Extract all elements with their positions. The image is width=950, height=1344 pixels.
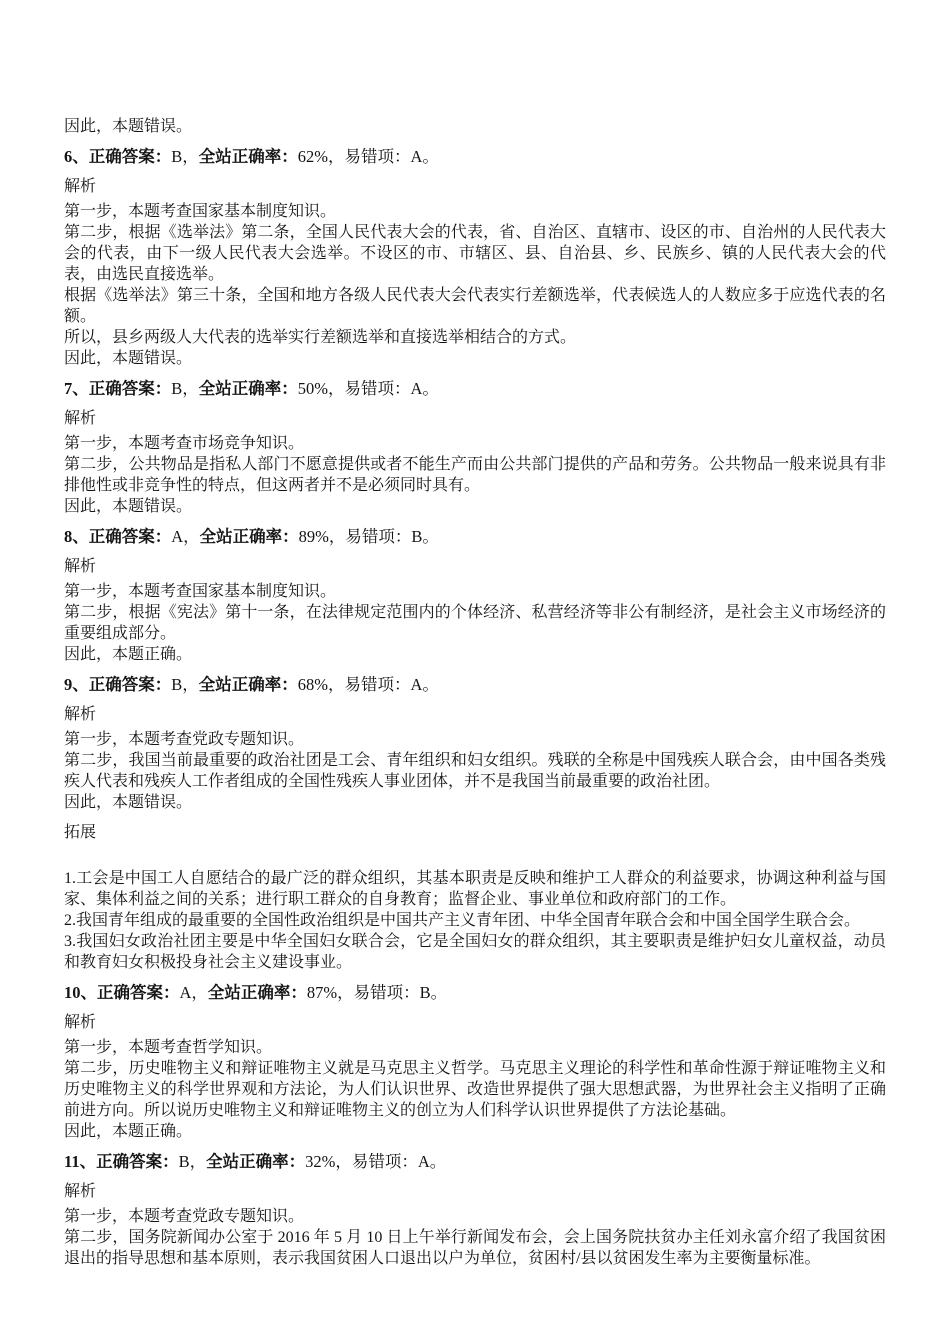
analysis-paragraph: 因此，本题错误。 xyxy=(64,350,193,367)
analysis-paragraph: 第一步，本题考查哲学知识。 xyxy=(64,1039,273,1056)
answer-heading-value: 32%，易错项：A。 xyxy=(305,1152,447,1171)
extension-paragraph: 2.我国青年组成的最重要的全国性政治组织是中国共产主义青年团、中华全国青年联合会和中国全国学生联合会。 xyxy=(64,912,861,929)
extension-label: 拓展 xyxy=(64,824,97,841)
analysis-paragraph: 第二步，国务院新闻办公室于 2016 年 5 月 10 日上午举行新闻发布会，会上国务院扶贫办主任刘永富介绍了我国贫困退出的指导思想和基本原则，表示我国贫困人口退出以户为单位，贫困村/县以贫困发生率为主要衡量标准。 xyxy=(64,1229,886,1267)
answer-heading-label: 9、正确答案： xyxy=(64,675,172,694)
analysis-paragraph: 第二步，我国当前最重要的政治社团是工会、青年组织和妇女组织。残联的全称是中国残疾人联合会，由中国各类残疾人代表和残疾人工作者组成的全国性残疾人事业团体，并不是我国当前最重要的政治社团。 xyxy=(64,752,886,790)
answer-heading xyxy=(64,982,886,1003)
answer-heading-label: 10、正确答案： xyxy=(64,983,180,1002)
analysis-label: 解析 xyxy=(64,706,97,723)
analysis-label: 解析 xyxy=(64,558,97,575)
extension-paragraph: 1.工会是中国工人自愿结合的最广泛的群众组织，其基本职责是反映和维护工人群众的利益要求，协调这种利益与国家、集体利益之间的关系；进行职工群众的自身教育；监督企业、事业单位和政府部门的工作。 xyxy=(64,870,886,908)
answer-heading-value: 50%，易错项：A。 xyxy=(297,379,439,398)
answer-heading-label: 全站正确率： xyxy=(207,983,307,1002)
answer-heading-value: 62%，易错项：A。 xyxy=(297,147,439,166)
answer-heading-value: B， xyxy=(171,379,199,398)
answer-heading-value: B， xyxy=(178,1152,207,1171)
analysis-paragraph: 根据《选举法》第三十条，全国和地方各级人民代表大会代表实行差额选举，代表候选人的人数应多于应选代表的名额。 xyxy=(64,287,886,325)
analysis-paragraph: 第二步，根据《选举法》第二条，全国人民代表大会的代表，省、自治区、直辖市、设区的市、自治州的人民代表大会的代表，由下一级人民代表大会选举。不设区的市、市辖区、县、自治县、乡、民族乡、镇的人民代表大会的代表，由选民直接选举。 xyxy=(64,224,886,283)
analysis-label: 解析 xyxy=(64,1183,97,1200)
analysis-paragraph: 因此，本题错误。 xyxy=(64,794,193,811)
analysis-paragraph: 第二步，公共物品是指私人部门不愿意提供或者不能生产而由公共部门提供的产品和劳务。公共物品一般来说具有非排他性或非竞争性的特点，但这两者并不是必须同时具有。 xyxy=(64,456,886,494)
answer-heading-label: 8、正确答案： xyxy=(64,527,172,546)
leading-paragraph: 因此，本题错误。 xyxy=(64,118,193,135)
answer-heading-label: 全站正确率： xyxy=(198,147,298,166)
analysis-paragraph: 所以，县乡两级人大代表的选举实行差额选举和直接选举相结合的方式。 xyxy=(64,329,577,346)
answer-heading-value: A， xyxy=(179,983,208,1002)
answer-heading-label: 全站正确率： xyxy=(198,379,298,398)
analysis-paragraph: 第一步，本题考查市场竞争知识。 xyxy=(64,435,305,452)
answer-heading xyxy=(64,378,886,399)
analysis-paragraph: 第二步，根据《宪法》第十一条，在法律规定范围内的个体经济、私营经济等非公有制经济，是社会主义市场经济的重要组成部分。 xyxy=(64,604,886,642)
answer-heading-label: 6、正确答案： xyxy=(64,147,172,166)
analysis-paragraph: 第一步，本题考查党政专题知识。 xyxy=(64,731,305,748)
answer-heading-value: 87%，易错项：B。 xyxy=(306,983,448,1002)
analysis-label: 解析 xyxy=(64,178,97,195)
document-body xyxy=(64,116,886,1269)
answer-heading xyxy=(64,674,886,695)
analysis-paragraph: 第一步，本题考查国家基本制度知识。 xyxy=(64,583,337,600)
answer-heading xyxy=(64,1151,886,1172)
extension-paragraph: 3.我国妇女政治社团主要是中华全国妇女联合会，它是全国妇女的群众组织，其主要职责是维护妇女儿童权益，动员和教育妇女积极投身社会主义建设事业。 xyxy=(64,933,886,971)
analysis-paragraph: 因此，本题正确。 xyxy=(64,646,193,663)
answer-heading-value: 89%，易错项：B。 xyxy=(298,527,439,546)
analysis-paragraph: 第一步，本题考查党政专题知识。 xyxy=(64,1208,305,1225)
analysis-paragraph: 第一步，本题考查国家基本制度知识。 xyxy=(64,203,337,220)
answer-heading xyxy=(64,526,886,547)
answer-heading xyxy=(64,146,886,167)
analysis-paragraph: 因此，本题正确。 xyxy=(64,1123,193,1140)
answer-heading-value: A， xyxy=(171,527,200,546)
analysis-label: 解析 xyxy=(64,410,97,427)
answer-heading-label: 全站正确率： xyxy=(198,675,298,694)
analysis-paragraph: 因此，本题错误。 xyxy=(64,498,193,515)
answer-heading-label: 11、正确答案： xyxy=(64,1152,179,1171)
answer-heading-value: B， xyxy=(171,147,199,166)
answer-heading-label: 全站正确率： xyxy=(206,1152,306,1171)
answer-heading-label: 全站正确率： xyxy=(199,527,299,546)
answer-heading-value: 68%，易错项：A。 xyxy=(297,675,439,694)
answer-heading-value: B， xyxy=(171,675,199,694)
analysis-paragraph: 第二步，历史唯物主义和辩证唯物主义就是马克思主义哲学。马克思主义理论的科学性和革命性源于辩证唯物主义和历史唯物主义的科学世界观和方法论，为人们认识世界、改造世界提供了强大思想武器，为世界社会主义指明了正确前进方向。所以说历史唯物主义和辩证唯物主义的创立为人们科学认识世界提供了方法论基础。 xyxy=(64,1060,886,1119)
analysis-label: 解析 xyxy=(64,1014,97,1031)
answer-heading-label: 7、正确答案： xyxy=(64,379,172,398)
